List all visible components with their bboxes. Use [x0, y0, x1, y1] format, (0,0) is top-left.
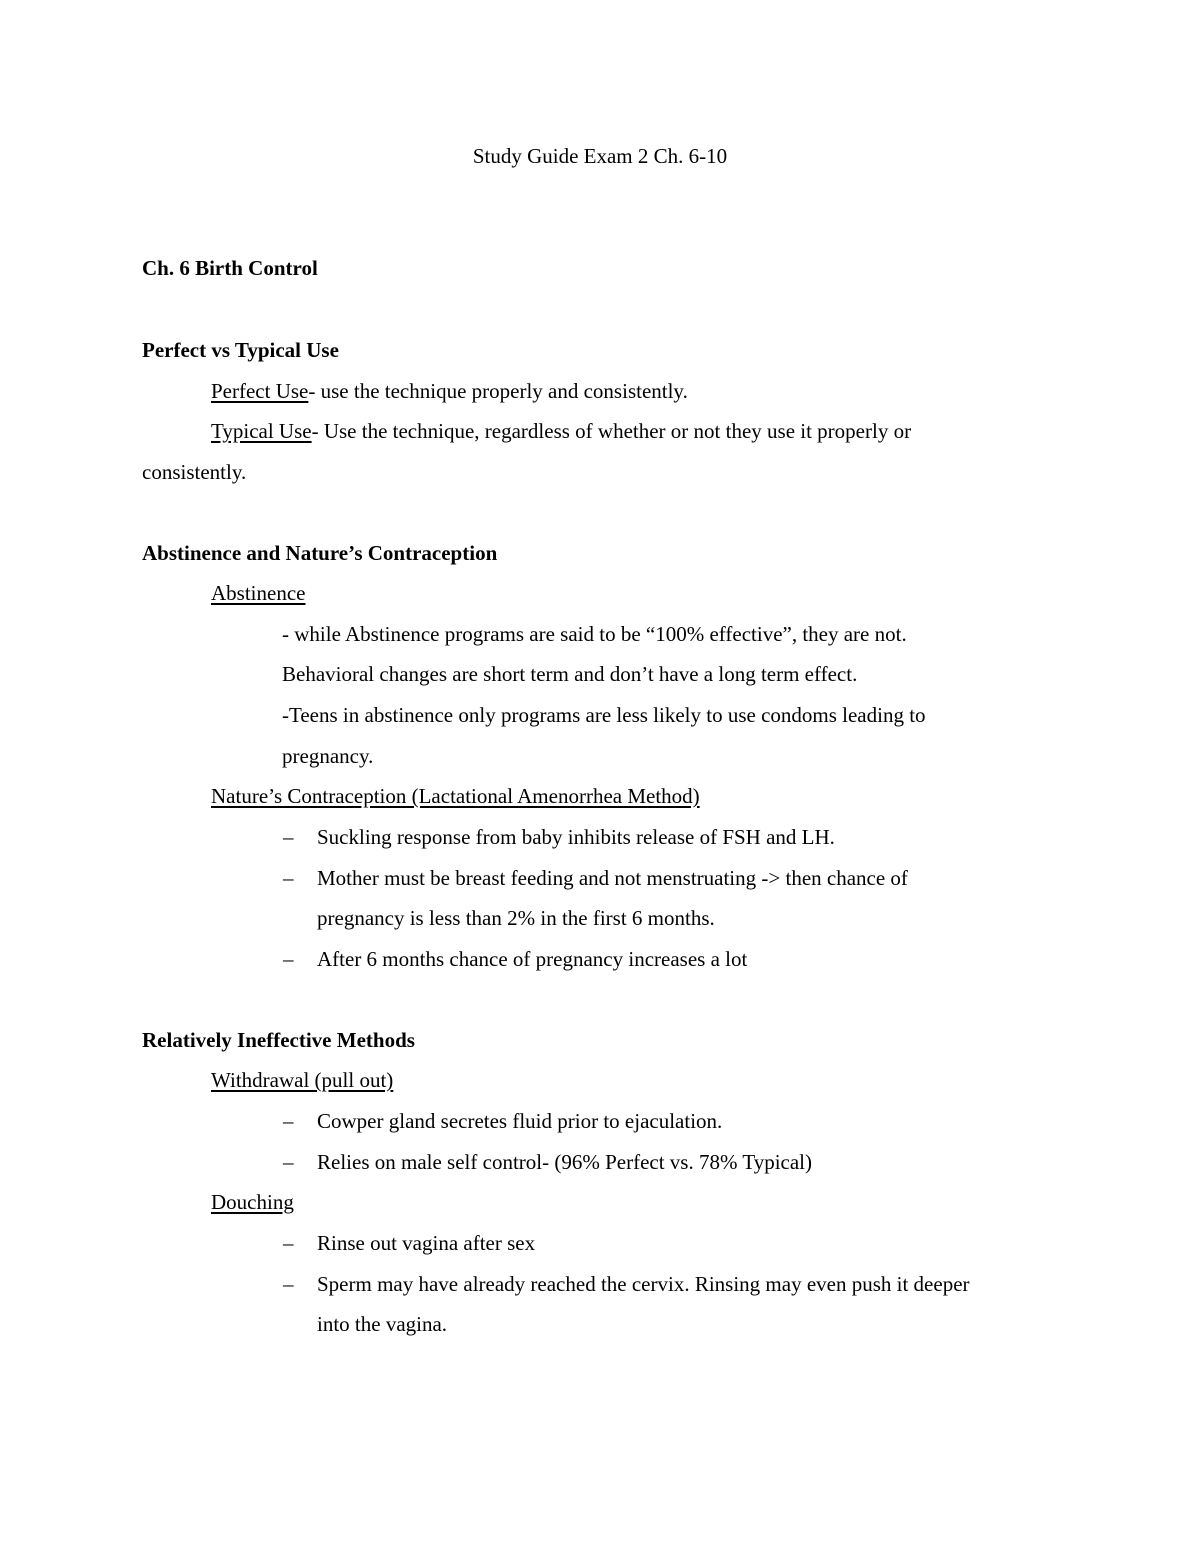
typical-use-text-continued: consistently.	[142, 460, 247, 484]
lam-bullet-continued: pregnancy is less than 2% in the first 6 months.	[317, 906, 715, 930]
document-title: Study Guide Exam 2 Ch. 6-10	[472, 144, 728, 168]
perfect-use-definition	[211, 377, 688, 405]
bullet-dash: –	[283, 947, 294, 971]
lam-bullet: After 6 months chance of pregnancy increases a lot	[317, 947, 748, 971]
bullet-dash: –	[283, 1109, 294, 1133]
douching-bullet: Rinse out vagina after sex	[317, 1231, 536, 1255]
typical-use-definition	[211, 417, 911, 445]
section-heading-ineffective: Relatively Ineffective Methods	[142, 1028, 415, 1052]
section-heading-abstinence: Abstinence and Nature’s Contraception	[142, 541, 498, 565]
typical-use-text: - Use the technique, regardless of whether or not they use it properly or	[311, 419, 912, 443]
withdrawal-bullet: Relies on male self control- (96% Perfect vs. 78% Typical)	[317, 1150, 812, 1174]
lam-subheading: Nature’s Contraception (Lactational Amenorrhea Method)	[211, 784, 700, 808]
bullet-dash: –	[283, 1272, 294, 1296]
lam-bullet: Suckling response from baby inhibits release of FSH and LH.	[317, 825, 835, 849]
douching-bullet: Sperm may have already reached the cervix. Rinsing may even push it deeper	[317, 1272, 970, 1296]
abstinence-line: pregnancy.	[282, 744, 374, 768]
typical-use-term: Typical Use	[211, 419, 312, 443]
douching-subheading: Douching	[211, 1190, 294, 1214]
bullet-dash: –	[283, 1150, 294, 1174]
bullet-dash: –	[283, 866, 294, 890]
abstinence-subheading: Abstinence	[211, 581, 306, 605]
withdrawal-subheading: Withdrawal (pull out)	[211, 1068, 394, 1092]
perfect-use-text: - use the technique properly and consistently.	[308, 379, 688, 403]
abstinence-line: Behavioral changes are short term and don’t have a long term effect.	[282, 662, 858, 686]
withdrawal-bullet: Cowper gland secretes fluid prior to ejaculation.	[317, 1109, 723, 1133]
section-heading-perfect-vs-typical: Perfect vs Typical Use	[142, 338, 339, 362]
chapter-heading: Ch. 6 Birth Control	[142, 256, 318, 280]
lam-bullet: Mother must be breast feeding and not menstruating -> then chance of	[317, 866, 908, 890]
perfect-use-term: Perfect Use	[211, 379, 309, 403]
abstinence-line: - while Abstinence programs are said to be “100% effective”, they are not.	[282, 622, 907, 646]
bullet-dash: –	[283, 1231, 294, 1255]
bullet-dash: –	[283, 825, 294, 849]
douching-bullet-continued: into the vagina.	[317, 1312, 448, 1336]
abstinence-line: -Teens in abstinence only programs are less likely to use condoms leading to	[282, 703, 926, 727]
